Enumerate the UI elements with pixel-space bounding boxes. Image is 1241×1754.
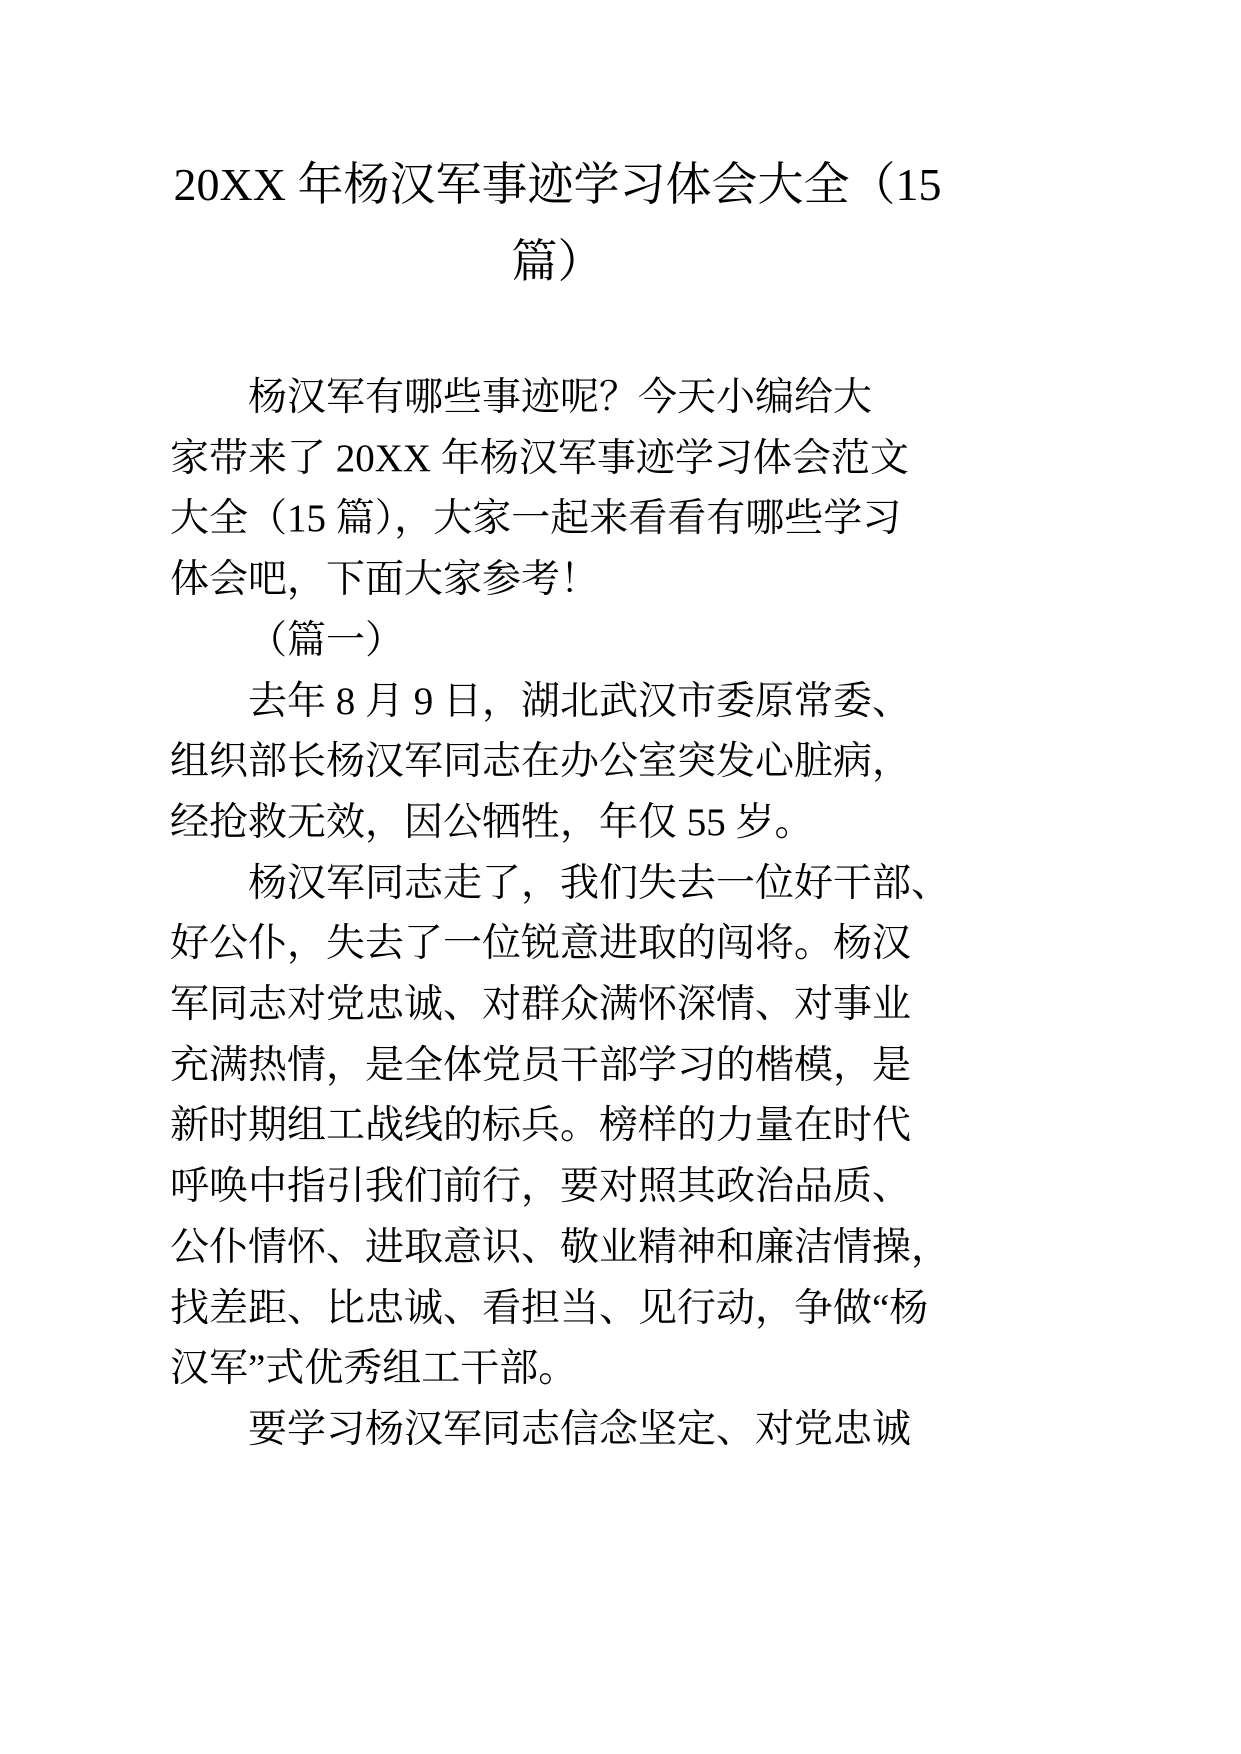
paragraph [170, 672, 945, 854]
section-heading [170, 611, 945, 672]
body-line: 组织部长杨汉军同志在办公室突发心脏病， [170, 740, 912, 784]
paragraph [170, 1400, 945, 1461]
body-line: 找差距、比忠诚、看担当、见行动，争做“杨 [170, 1286, 929, 1330]
body-line: 要学习杨汉军同志信念坚定、对党忠诚 [248, 1407, 912, 1451]
body-line: 呼唤中指引我们前行，要对照其政治品质、 [170, 1165, 912, 1209]
document-title [170, 146, 945, 300]
body-line: 经抢救无效，因公牺牲，年仅 55 岁。 [170, 800, 814, 844]
body-line: 大全（15 篇），大家一起来看看有哪些学习 [170, 497, 902, 541]
title-line: 篇） [511, 236, 604, 287]
body-line: 体会吧，下面大家参考！ [170, 558, 600, 602]
body-line: 杨汉军有哪些事迹呢？今天小编给大 [248, 376, 873, 419]
paragraph [170, 854, 951, 1400]
body-line: （篇一） [248, 618, 405, 662]
body-line: 杨汉军同志走了，我们失去一位好干部、 [248, 861, 951, 905]
document-body [170, 368, 951, 1461]
paragraph-intro [170, 368, 945, 611]
body-line: 去年 8 月 9 日，湖北武汉市委原常委、 [248, 679, 912, 723]
title-line: 20XX 年杨汉军事迹学习体会大全（15 [173, 159, 942, 210]
body-line: 好公仆，失去了一位锐意进取的闯将。杨汉 [170, 922, 912, 966]
body-line: 充满热情，是全体党员干部学习的楷模，是 [170, 1043, 912, 1087]
body-line: 新时期组工战线的标兵。榜样的力量在时代 [170, 1104, 912, 1148]
body-line: 家带来了 20XX 年杨汉军事迹学习体会范文 [170, 436, 909, 480]
body-line: 公仆情怀、进取意识、敬业精神和廉洁情操， [170, 1225, 951, 1269]
body-line: 汉军”式优秀组工干部。 [170, 1347, 578, 1391]
body-line: 军同志对党忠诚、对群众满怀深情、对事业 [170, 983, 912, 1027]
